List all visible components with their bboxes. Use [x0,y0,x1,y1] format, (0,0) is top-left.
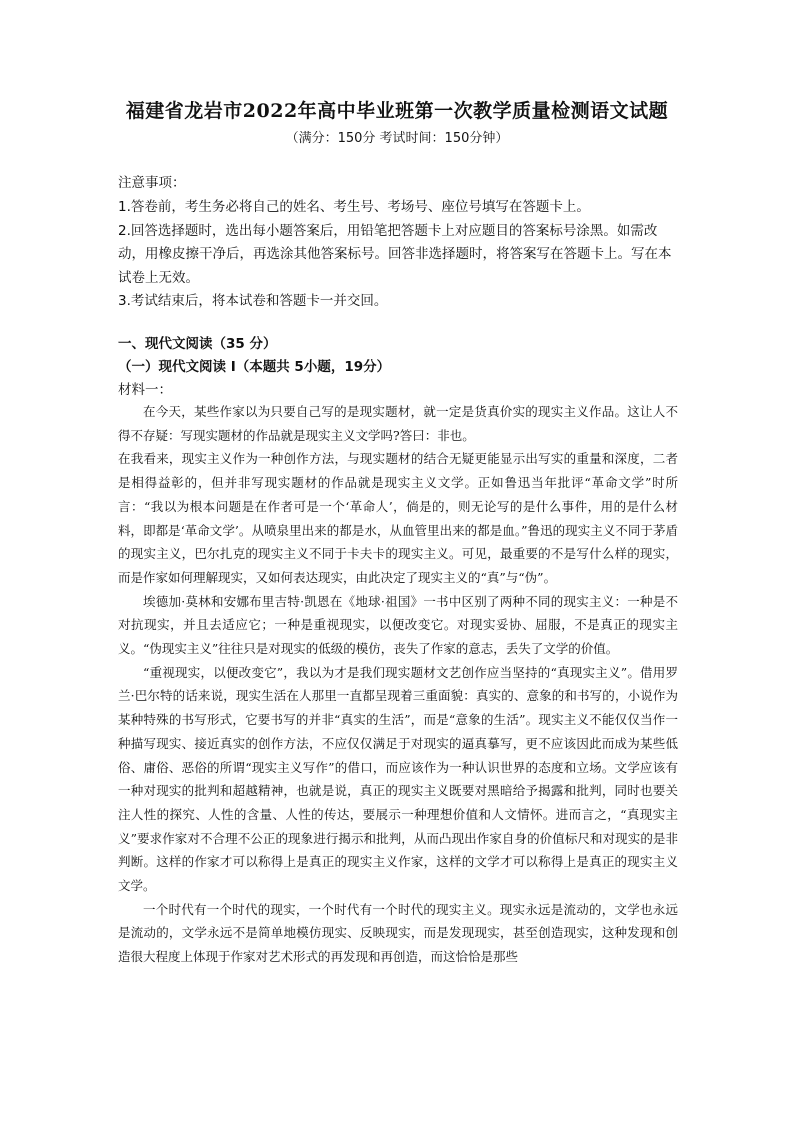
passage-paragraph: 埃德加·莫林和安娜布里吉特·凯恩在《地球·祖国》一书中区别了两种不同的现实主义：一种是不对抗现实，并且去适应它；一种是重视现实，以便改变它。对现实妥协、屈服，不是真正的现实主义。“伪现实主义”往往只是对现实的低级的模仿，丧失了作家的意志，丢失了文学的价值。 [118,593,678,657]
notice-item: 2.回答选择题时，选出每小题答案后，用铅笔把答题卡上对应题目的答案标号涂黑。如需改动，用橡皮擦干净后，再选涂其他答案标号。回答非选择题时，将答案写在答题卡上。写在本试卷上无效。 [118,222,672,286]
notice-item: 3.考试结束后，将本试卷和答题卡一并交回。 [118,293,388,309]
exam-subtitle: （满分：150分 考试时间：150分钟） [285,131,509,146]
passage-paragraph: 在我看来，现实主义作为一种创作方法，与现实题材的结合无疑更能显示出写实的重量和深度，二者是相得益彰的，但并非写现实题材的作品就是现实主义文学。正如鲁迅当年批评“革命文学”时所言：“我以为根本问题是在作者可是一个‘革命人’，倘是的，则无论写的是什么事件，用的是什么材料，即都是‘革命文学’。从喷泉里出来的都是水，从血管里出来的都是血。”鲁迅的现实主义不同于茅盾的现实主义，巴尔扎克的现实主义不同于卡夫卡的现实主义。可见，最重要的不是写什么样的现实，而是作家如何理解现实，又如何表达现实，由此决定了现实主义的“真”与“伪”。 [118,451,678,585]
exam-title: 福建省龙岩市2022年高中毕业班第一次教学质量检测语文试题 [125,100,669,122]
passage-paragraph: “重视现实，以便改变它”，我以为才是我们现实题材文艺创作应当坚持的“真现实主义”。借用罗兰·巴尔特的话来说，现实生活在人那里一直都呈现着三重面貌：真实的、意象的和书写的，小说作为某种特殊的书写形式，它要书写的并非“真实的生活”，而是“意象的生活”。现实主义不能仅仅当作一种描写现实、接近真实的创作方法，不应仅仅满足于对现实的逼真摹写，更不应该因此而成为某些低俗、庸俗、恶俗的所谓“现实主义写作”的借口，而应该作为一种认识世界的态度和立场。文学应该有一种对现实的批判和超越精神，也就是说，真正的现实主义既要对黑暗给予揭露和批判，同时也要关注人性的探究、人性的含量、人性的传达，要展示一种理想价值和人文情怀。进而言之，“真现实主义”要求作家对不合理不公正的现象进行揭示和批判，从而凸现出作家自身的价值标尺和对现实的是非判断。这样的作家才可以称得上是真正的现实主义作家，这样的文学才可以称得上是真正的现实主义文学。 [118,664,678,894]
material-label: 材料一： [118,382,172,398]
passage-paragraph: 在今天，某些作家以为只要自己写的是现实题材，就一定是货真价实的现实主义作品。这让人不得不存疑：写现实题材的作品就是现实主义文学吗?答曰：非也。 [118,404,678,443]
notice-item: 1.答卷前，考生务必将自己的姓名、考生号、考场号、座位号填写在答题卡上。 [118,199,590,215]
passage-paragraph: 一个时代有一个时代的现实，一个时代有一个时代的现实主义。现实永远是流动的，文学也永远是流动的，文学永远不是简单地模仿现实、反映现实，而是发现现实，甚至创造现实，这种发现和创造很大程度上体现于作家对艺术形式的再发现和再创造，而这恰恰是那些 [118,901,678,965]
section-heading: 一、现代文阅读（35 分） [118,336,277,352]
notice-list [118,196,678,314]
subsection-heading: （一）现代文阅读 I（本题共 5小题，19分） [118,359,391,375]
notice-heading: 注意事项： [118,175,186,191]
reading-passage [118,400,678,969]
